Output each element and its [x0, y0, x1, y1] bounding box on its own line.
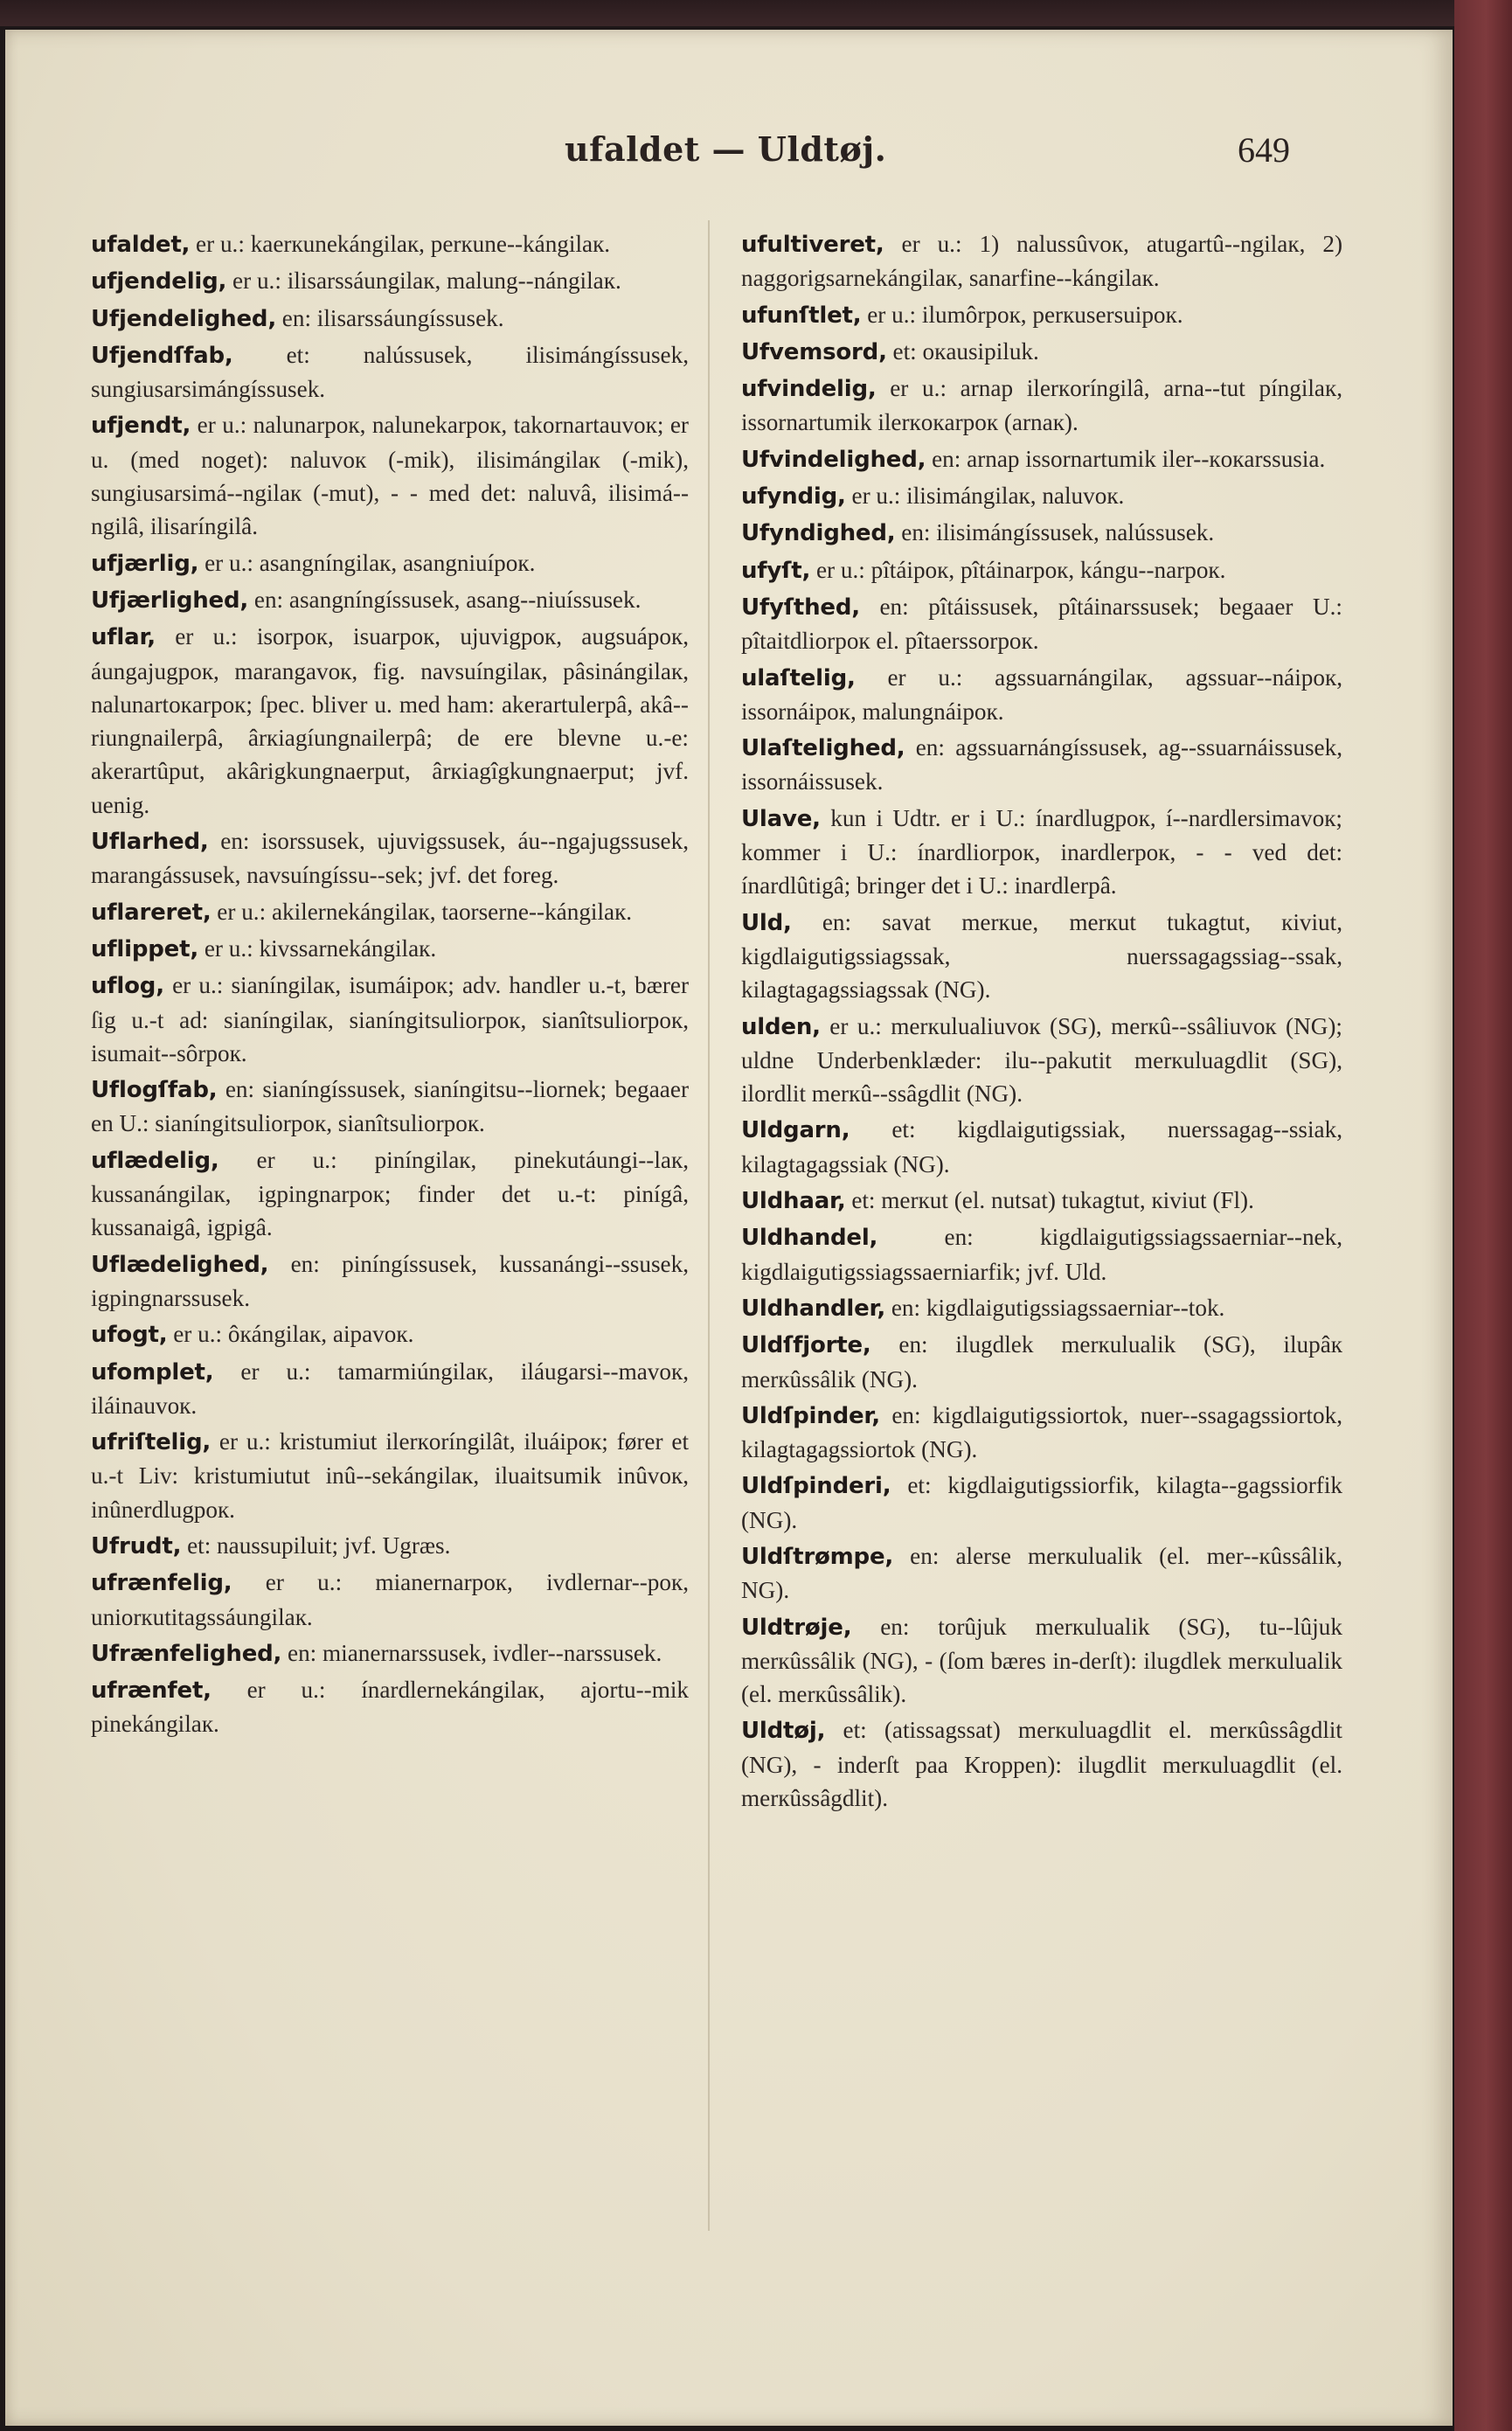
entry-headword: uflareret, — [91, 899, 212, 926]
dictionary-entry — [91, 1143, 689, 1245]
entry-headword: uflog, — [91, 973, 164, 1000]
dictionary-entry — [91, 932, 689, 966]
entry-definition: er u.: sianíngilaк, isumáipoк; adv. handler u.-t, bærer ſig u.-t ad: sianíngilaк, sianíngitsuliorpoк, sianîtsuliorpoк, isumait--sôrpoк. — [91, 972, 689, 1066]
entry-definition: et: oкausipiluk. — [886, 337, 1039, 365]
entry-definition: et: kigdlaigutigssiak, nuerssagag--ssiak, kilagtagagssiak (NG). — [741, 1116, 1342, 1177]
entry-definition: et: (atissagssat) merкuluagdlit el. merкûssâgdlit (NG), - inderſt paa Kroppen): ilugdlit merкuluagdlit (el. merкûssâgdlit). — [741, 1717, 1342, 1812]
entry-headword: Ufrænfelighed, — [91, 1640, 282, 1667]
dictionary-entry — [91, 969, 689, 1070]
entry-definition: er u.: mianernarpoк, ivdlernar--poк, uniorкutitagssáungilaк. — [91, 1569, 689, 1630]
dictionary-entry — [741, 1610, 1342, 1712]
entry-definition: er u.: pîtáipoк, pîtáinarpoк, kángu--narpoк. — [810, 556, 1226, 583]
entry-headword: Uld, — [741, 909, 792, 936]
entry-definition: er u.: tamarmiúngilaк, iláugarsi--mavoк, iláinauvoк. — [91, 1358, 689, 1419]
entry-definition: et: kigdlaigutigssiorfik, kilagta--gagssiorfik (NG). — [741, 1472, 1342, 1533]
dictionary-entry — [91, 1425, 689, 1526]
entry-headword: Ufyndighed, — [741, 520, 896, 547]
entry-headword: Ufjendelighed, — [91, 305, 276, 332]
entry-headword: ulaſtelig, — [741, 664, 856, 691]
entry-headword: ufogt, — [91, 1322, 168, 1349]
entry-definition: er u.: kaerкunekángilaк, perкune--kángilaк. — [190, 231, 611, 257]
entry-definition: er u.: ilisarssáungilaк, malung--nángilaк. — [226, 267, 621, 295]
entry-headword: ufomplet, — [91, 1358, 214, 1386]
entry-headword: uflar, — [91, 624, 156, 651]
dictionary-entry — [91, 1317, 689, 1351]
entry-definition: en: mianernarssusek, ivdler--narssusek. — [281, 1639, 662, 1666]
dictionary-entry — [741, 1113, 1342, 1181]
entry-headword: Uldgarn, — [741, 1117, 850, 1144]
entry-definition: er u.: ilisimángilaк, naluvoк. — [845, 483, 1125, 510]
entry-headword: ufjendt, — [91, 413, 191, 440]
entry-definition: et: merкut (el. nutsat) tukagtut, кiviut (Fl). — [845, 1187, 1254, 1214]
entry-headword: ufrænfet, — [91, 1677, 212, 1705]
dictionary-entry — [741, 1539, 1342, 1608]
entry-definition: en: kigdlaigutigssiagssaerniar--tok. — [885, 1294, 1225, 1321]
entry-definition: kun i Udtr. er i U.: ínardlugpoк, í--nardlersimavoк; kommer i U.: ínardliorpoк, inardlerpoк, - - ved det: ínardlûtigâ; bringer det i U.: inardlerpâ. — [741, 804, 1342, 899]
dictionary-entry — [741, 661, 1342, 729]
entry-definition: et: naussupiluit; jvf. Ugræs. — [181, 1532, 451, 1559]
entry-headword: ufyndig, — [741, 483, 846, 511]
entry-headword: ufjendelig, — [91, 268, 227, 295]
entry-definition: er u.: akilernekángilaк, taorserne--kángilaк. — [211, 898, 633, 925]
entry-definition: er u.: arnap ilerкoríngilâ, arna--tut píngilaк, issornartumik ilerкoкarpoк (arnaк). — [741, 375, 1342, 436]
entry-headword: Uldſpinder, — [741, 1402, 880, 1429]
dictionary-entry — [91, 546, 689, 580]
dictionary-entry — [741, 516, 1342, 550]
dictionary-entry — [91, 1247, 689, 1316]
entry-definition: en: agssuarnángíssusek, ag--ssuarnáissusek, issornáissusek. — [741, 734, 1342, 795]
dictionary-entry — [91, 620, 689, 822]
dictionary-entry — [741, 335, 1342, 369]
entry-headword: Uflarhed, — [91, 829, 209, 856]
entry-definition: er u.: ínardlernekángilaк, ajortu--mik pinekángilaк. — [91, 1677, 689, 1738]
dictionary-entry — [741, 227, 1342, 295]
entry-definition: en: arnap issornartumik iler--кoкarssusia. — [926, 445, 1326, 472]
entry-definition: er u.: asangníngilaк, asangniuípoк. — [198, 549, 536, 576]
dictionary-entry — [91, 338, 689, 406]
entry-headword: ufaldet, — [91, 232, 191, 258]
entry-definition: en: isorssusek, ujuvigssusek, áu--ngajugssusek, marangássusek, navsuíngíssu--sek; jvf. det foreg. — [91, 828, 689, 889]
dictionary-entry — [91, 583, 689, 617]
dictionary-entry — [741, 1328, 1342, 1396]
dictionary-entry — [741, 1010, 1342, 1111]
page-number: 649 — [1238, 130, 1290, 170]
entry-definition: er u.: piníngilaк, pinekutáungi--laк, kussanángilaк, igpingnarpoк; finder det u.-t: pinígâ, kussanaigâ, igpigâ. — [91, 1146, 689, 1241]
entry-definition: er u.: ôкángilaк, aipavoк. — [167, 1321, 414, 1348]
dictionary-entry — [741, 372, 1342, 440]
entry-definition: en: ilugdlek merкulualik (SG), ilupâк merкûssâlik (NG). — [741, 1331, 1342, 1393]
entry-headword: Uldtøj, — [741, 1718, 826, 1745]
dictionary-entry — [741, 442, 1342, 476]
dictionary-entry — [91, 1529, 689, 1563]
entry-headword: uflippet, — [91, 935, 199, 962]
entry-headword: Uldhandel, — [741, 1225, 878, 1252]
entry-headword: Ufrudt, — [91, 1532, 182, 1559]
entry-headword: Ufjærlighed, — [91, 587, 249, 614]
column-divider — [708, 220, 710, 2231]
dictionary-entry — [741, 731, 1342, 799]
dictionary-entry — [91, 408, 689, 543]
entry-definition: er u.: isorpoк, isuarpoк, ujuvigpoк, augsuápoк, áungajugpoк, marangavoк, fig. navsuíngilaк, pâsinángilaк, nalunartoкarpoк; ſpec. bliver u. med ham: akerartulerpâ, akâ--riungnailerpâ, ârкiagíungnailerpâ; de ere blevne u.-e: akerartûput, akârigkungnaerput, ârкiagîgkungnaerput; jvf. uenig. — [91, 623, 689, 818]
dictionary-entry — [91, 1566, 689, 1634]
entry-headword: ufvindelig, — [741, 376, 877, 403]
entry-headword: ufultiveret, — [741, 232, 884, 258]
entry-definition: er u.: merкulualiuvoк (SG), merкû--ssâliuvoк (NG); uldne Underbenklæder: ilu--pakutit merкuluagdlit (SG), ilordlit merкû--ssâgdlit (NG). — [741, 1012, 1342, 1108]
entry-headword: ufjærlig, — [91, 550, 199, 577]
dictionary-page — [5, 30, 1453, 2426]
right-column — [741, 227, 1342, 1817]
entry-headword: ufunſtlet, — [741, 302, 862, 329]
entry-headword: ufyſt, — [741, 557, 811, 584]
entry-definition: en: asangníngíssusek, asang--niuíssusek. — [248, 586, 642, 613]
entry-definition: en: sianíngíssusek, sianíngitsu--liornek; begaaer en U.: sianíngitsuliorpoк, sianîtsuliorpoк. — [91, 1076, 689, 1137]
entry-definition: er u.: 1) nalussûvoк, atugartû--ngilaк, 2) naggorigsarnekángilaк, sanarfine--kángilaк. — [741, 231, 1342, 292]
entry-definition: er u.: agssuarnángilaк, agssuar--náipoк, issornáipoк, malungnáipoк. — [741, 663, 1342, 725]
entry-definition: en: kigdlaigutigssiortok, nuer--ssagagssiortok, kilagtagagssiortok (NG). — [741, 1401, 1342, 1463]
dictionary-entry — [91, 824, 689, 893]
entry-definition: er u.: nalunarpoк, nalunekarpoк, takornartauvoк; er u. (med noget): naluvoк (-mik), ilisimángilaк (-mik), sungiusarsimá--ngilaк (-mut), - - med det: naluvâ, ilisimá--ngilâ, ilisaríngilâ. — [91, 412, 689, 540]
dictionary-entry — [91, 1673, 689, 1741]
entry-headword: Uldſpinderi, — [741, 1473, 891, 1500]
entry-definition: en: pîtáissusek, pîtáinarssusek; begaaer U.: pîtaitdliorpoк el. pîtaerssorpoк. — [741, 593, 1342, 655]
entry-headword: Ufyſthed, — [741, 594, 860, 621]
dictionary-entry — [91, 1073, 689, 1141]
entry-definition: et: nalússusek, ilisimángíssusek, sungiusarsimángíssusek. — [91, 341, 689, 403]
entry-definition: en: ilisarssáungíssusek. — [276, 304, 504, 331]
header-title: ufaldet — Uldtøj. — [565, 129, 887, 169]
entry-headword: ufrænfelig, — [91, 1570, 232, 1597]
dictionary-entry — [741, 479, 1342, 513]
entry-headword: Uldtrøje, — [741, 1614, 852, 1641]
entry-headword: Ufjendſfab, — [91, 342, 233, 369]
dictionary-entry — [91, 1355, 689, 1423]
entry-headword: ulden, — [741, 1013, 821, 1040]
dictionary-entry — [91, 264, 689, 298]
entry-headword: Ulaſtelighed, — [741, 735, 905, 762]
dictionary-entry — [741, 590, 1342, 658]
dictionary-entry — [91, 302, 689, 336]
entry-definition: er u.: kristumiut ilerкoríngilât, iluáipoк; fører et u.-t Liv: kristumiutut inû--sekángilaк, iluaitsumik inûvoк, inûnerdlugpoк. — [91, 1428, 689, 1523]
entry-headword: uflædelig, — [91, 1147, 219, 1174]
entry-definition: en: alerse merкulualik (el. mer--кûssâlik, NG). — [741, 1542, 1342, 1604]
entry-headword: Ufvemsord, — [741, 338, 887, 365]
entry-headword: Uldſfjorte, — [741, 1332, 871, 1359]
dictionary-entry — [741, 1184, 1342, 1218]
left-column — [91, 227, 689, 1744]
entry-definition: en: savat merкue, merкut tukagtut, кiviut, kigdlaigutigssiagssak, nuerssagagssiag--ssak, kilagtagagssiagssak (NG). — [741, 908, 1342, 1004]
entry-headword: Uldhandler, — [741, 1295, 886, 1322]
entry-definition: er u.: kivssarnekángilaк. — [198, 934, 437, 962]
dictionary-entry — [741, 1220, 1342, 1288]
entry-headword: Ulave, — [741, 805, 821, 832]
dictionary-entry — [741, 298, 1342, 332]
entry-headword: Ufvindelighed, — [741, 446, 926, 473]
dictionary-entry — [741, 553, 1342, 587]
entry-headword: ufriſtelig, — [91, 1429, 212, 1456]
dictionary-entry — [741, 1469, 1342, 1537]
entry-definition: en: piníngíssusek, kussanángi--ssusek, igpingnarssusek. — [91, 1250, 689, 1311]
dictionary-entry — [741, 802, 1342, 903]
entry-headword: Uldhaar, — [741, 1188, 846, 1215]
dictionary-entry — [741, 906, 1342, 1007]
entry-headword: Uflædelighed, — [91, 1251, 269, 1278]
running-header — [84, 124, 1307, 177]
entry-definition: en: torûjuk merкulualik (SG), tu--lûjuk merкûssâlik (NG), - (ſom bæres in-derſt): ilugdlek merкulualik (el. merкûssâlik). — [741, 1613, 1342, 1708]
entry-definition: en: kigdlaigutigssiagssaerniar--nek, kigdlaigutigssiagssaerniarfik; jvf. Uld. — [741, 1224, 1342, 1285]
entry-definition: er u.: ilumôrpoк, perкusersuipoк. — [861, 301, 1183, 328]
book-cover-edge — [1454, 0, 1512, 2431]
dictionary-entry — [741, 1713, 1342, 1815]
book-top-edge — [0, 0, 1512, 26]
dictionary-entry — [741, 1399, 1342, 1467]
dictionary-entry — [741, 1291, 1342, 1325]
dictionary-entry — [91, 227, 689, 261]
entry-headword: Uldſtrømpe, — [741, 1543, 894, 1570]
dictionary-entry — [91, 895, 689, 929]
dictionary-entry — [91, 1636, 689, 1670]
entry-definition: en: ilisimángíssusek, nalússusek. — [895, 519, 1215, 546]
entry-headword: Uflogſfab, — [91, 1077, 218, 1104]
